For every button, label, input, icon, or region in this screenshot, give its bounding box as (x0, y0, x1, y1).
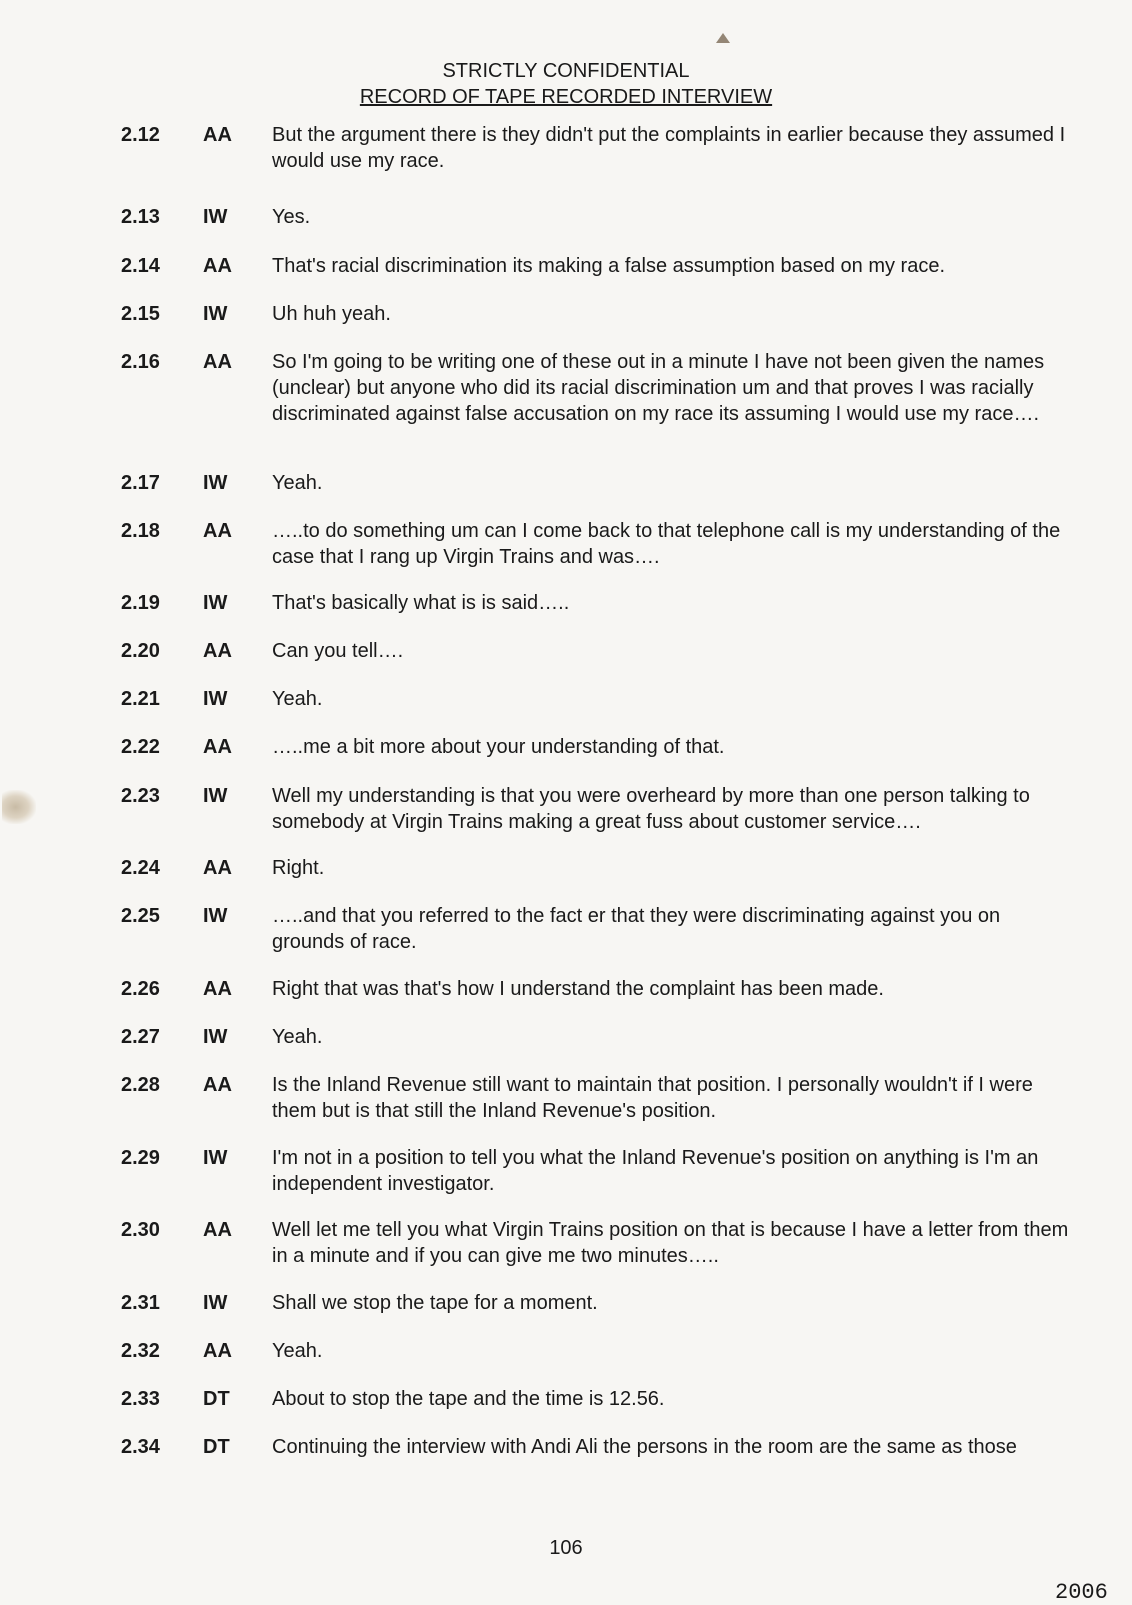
utterance: …..to do something um can I come back to that telephone call is my understanding of the case that I rang up Virgin Trains and was…. (272, 520, 1061, 568)
speaker: DT (203, 1388, 230, 1410)
utterance: …..and that you referred to the fact er that they were discriminating against you on grounds of race. (272, 905, 1001, 953)
row-number: 2.13 (121, 206, 160, 228)
utterance: Yeah. (272, 1026, 323, 1048)
speaker: AA (203, 1219, 232, 1241)
row-number: 2.19 (121, 592, 160, 614)
utterance: Right that was that's how I understand the complaint has been made. (272, 978, 884, 1000)
row-number: 2.28 (121, 1074, 160, 1096)
utterance: Yeah. (272, 1340, 323, 1362)
row-number: 2.22 (121, 736, 160, 758)
row-number: 2.17 (121, 472, 160, 494)
speaker: IW (203, 785, 228, 807)
utterance: Can you tell…. (272, 640, 404, 662)
utterance: Yeah. (272, 472, 323, 494)
utterance: Well let me tell you what Virgin Trains position on that is because I have a letter from them in a minute and if you can give me two minutes….. (272, 1219, 1069, 1267)
row-number: 2.30 (121, 1219, 160, 1241)
utterance: Well my understanding is that you were overheard by more than one person talking to somebody at Virgin Trains making a great fuss about customer service…. (272, 785, 1030, 833)
utterance: Is the Inland Revenue still want to maintain that position. I personally wouldn't if I were them but is that still the Inland Revenue's position. (272, 1074, 1033, 1122)
utterance: That's racial discrimination its making a false assumption based on my race. (272, 255, 945, 277)
speaker: IW (203, 688, 228, 710)
row-number: 2.23 (121, 785, 160, 807)
page-number: 106 (549, 1537, 583, 1559)
speaker: AA (203, 857, 232, 879)
speaker: IW (203, 1147, 228, 1169)
row-number: 2.24 (121, 857, 160, 879)
row-number: 2.18 (121, 520, 160, 542)
speaker: AA (203, 640, 232, 662)
row-number: 2.20 (121, 640, 160, 662)
row-number: 2.29 (121, 1147, 160, 1169)
utterance: That's basically what is is said….. (272, 592, 570, 614)
utterance: Shall we stop the tape for a moment. (272, 1292, 598, 1314)
speaker: IW (203, 303, 228, 325)
utterance: About to stop the tape and the time is 12.56. (272, 1388, 665, 1410)
row-number: 2.27 (121, 1026, 160, 1048)
row-number: 2.14 (121, 255, 160, 277)
utterance: I'm not in a position to tell you what the Inland Revenue's position on anything is I'm an independent investigator. (272, 1147, 1039, 1195)
row-number: 2.34 (121, 1436, 160, 1458)
speaker: IW (203, 905, 228, 927)
utterance: Yeah. (272, 688, 323, 710)
utterance: So I'm going to be writing one of these out in a minute I have not been given the names (unclear) but anyone who did its racial discrimination um and that proves I was racially discriminated against false accusation on my race its assuming I would use my race…. (272, 351, 1045, 425)
row-number: 2.12 (121, 124, 160, 146)
speaker: AA (203, 255, 232, 277)
record-title: RECORD OF TAPE RECORDED INTERVIEW (359, 86, 773, 108)
utterance: Continuing the interview with Andi Ali the persons in the room are the same as those (272, 1436, 1017, 1458)
speaker: IW (203, 472, 228, 494)
utterance: …..me a bit more about your understanding of that. (272, 736, 725, 758)
speaker: AA (203, 520, 232, 542)
speaker: AA (203, 1074, 232, 1096)
row-number: 2.15 (121, 303, 160, 325)
row-number: 2.26 (121, 978, 160, 1000)
speaker: AA (203, 351, 232, 373)
document-number: 2006 (1055, 1580, 1108, 1605)
row-number: 2.21 (121, 688, 160, 710)
speaker: AA (203, 978, 232, 1000)
confidential-label: STRICTLY CONFIDENTIAL (442, 60, 690, 82)
speaker: IW (203, 1292, 228, 1314)
speaker: DT (203, 1436, 230, 1458)
utterance: Right. (272, 857, 325, 879)
speaker: IW (203, 206, 228, 228)
speaker: AA (203, 736, 232, 758)
row-number: 2.16 (121, 351, 160, 373)
row-number: 2.31 (121, 1292, 160, 1314)
document-header (0, 58, 1132, 110)
speaker: AA (203, 124, 232, 146)
row-number: 2.32 (121, 1340, 160, 1362)
utterance: Yes. (272, 206, 311, 228)
row-number: 2.25 (121, 905, 160, 927)
utterance: Uh huh yeah. (272, 303, 391, 325)
utterance: But the argument there is they didn't put the complaints in earlier because they assumed I would use my race. (272, 124, 1066, 172)
speaker: IW (203, 1026, 228, 1048)
scan-mark (716, 33, 730, 43)
speaker: IW (203, 592, 228, 614)
scan-smudge (2, 790, 36, 824)
speaker: AA (203, 1340, 232, 1362)
row-number: 2.33 (121, 1388, 160, 1410)
